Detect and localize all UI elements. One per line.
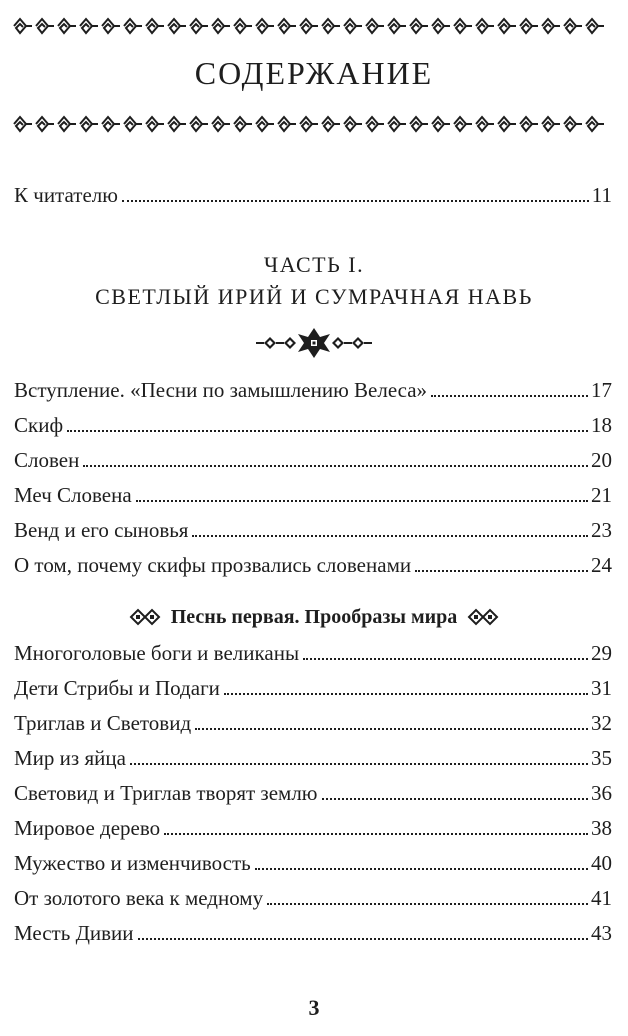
toc-entry-label: Скиф xyxy=(14,413,64,437)
part-title: СВЕТЛЫЙ ИРИЙ И СУМРАЧНАЯ НАВЬ xyxy=(95,284,533,309)
dot-leader xyxy=(164,833,588,835)
toc-entry-page: 21 xyxy=(591,483,612,507)
dot-leader xyxy=(192,535,588,537)
section-title: Песнь первая. Прообразы мира xyxy=(170,605,458,628)
dot-leader xyxy=(130,763,588,765)
toc-entry-page: 17 xyxy=(591,378,612,402)
toc-entry-page: 35 xyxy=(591,746,612,770)
toc-entry-label: О том, почему скифы прозвались словенами xyxy=(14,553,412,577)
toc-entry-page: 29 xyxy=(591,641,612,665)
toc-entry-label: Триглав и Световид xyxy=(14,711,192,735)
title-ornament-border xyxy=(12,114,616,134)
right-ornament-icon xyxy=(467,608,499,626)
dot-leader xyxy=(195,728,588,730)
toc-entry[interactable] xyxy=(14,673,612,701)
toc-entry-page: 36 xyxy=(591,781,612,805)
toc-entry[interactable] xyxy=(14,445,612,473)
toc-entry-label: Мировое дерево xyxy=(14,816,161,840)
toc-entry-page: 23 xyxy=(591,518,612,542)
dot-leader xyxy=(138,938,588,940)
toc-entry-label: Венд и его сыновья xyxy=(14,518,189,542)
toc-entry[interactable] xyxy=(14,515,612,543)
page-title: СОДЕРЖАНИЕ xyxy=(194,55,434,91)
toc-entry-page: 32 xyxy=(591,711,612,735)
toc-entry[interactable] xyxy=(14,638,612,666)
toc-entry[interactable] xyxy=(14,813,612,841)
left-ornament-icon xyxy=(129,608,161,626)
dot-leader xyxy=(431,395,588,397)
dot-leader xyxy=(122,200,589,202)
top-ornament-border xyxy=(12,16,616,36)
toc-entry-page: 38 xyxy=(591,816,612,840)
dot-leader xyxy=(322,798,589,800)
toc-entry-label: Световид и Триглав творят землю xyxy=(14,781,318,805)
toc-entry-page: 18 xyxy=(591,413,612,437)
toc-entry[interactable] xyxy=(14,883,612,911)
dot-leader xyxy=(83,465,588,467)
page-number: 3 xyxy=(308,995,320,1020)
dot-leader xyxy=(67,430,588,432)
dot-leader xyxy=(415,570,588,572)
toc-entry[interactable] xyxy=(14,708,612,736)
part-number: ЧАСТЬ I. xyxy=(263,252,365,277)
toc-entry-label: От золотого века к медному xyxy=(14,886,264,910)
toc-entry[interactable] xyxy=(14,550,612,578)
toc-entry[interactable] xyxy=(14,743,612,771)
toc-entry-page: 41 xyxy=(591,886,612,910)
toc-entry[interactable] xyxy=(14,918,612,946)
dot-leader xyxy=(255,868,588,870)
toc-entry[interactable] xyxy=(14,410,612,438)
toc-entry-page: 24 xyxy=(591,553,612,577)
toc-entry-label: Месть Дивии xyxy=(14,921,134,945)
toc-entry[interactable] xyxy=(14,848,612,876)
toc-entry-label: Дети Стрибы и Подаги xyxy=(14,676,220,700)
toc-entry-page: 43 xyxy=(591,921,612,945)
dot-leader xyxy=(267,903,588,905)
toc-entry[interactable] xyxy=(14,480,612,508)
toc-entry-label: Мир из яйца xyxy=(14,746,126,770)
toc-entry-page: 40 xyxy=(591,851,612,875)
toc-entry-label: Меч Словена xyxy=(14,483,132,507)
toc-entry-label: К читателю xyxy=(14,183,118,207)
toc-entry-label: Многоголовые боги и великаны xyxy=(14,641,300,665)
toc-entry-page: 20 xyxy=(591,448,612,472)
toc-entry-intro[interactable] xyxy=(14,180,612,208)
dot-leader xyxy=(136,500,588,502)
toc-entry-page: 11 xyxy=(591,183,612,207)
toc-entry-label: Мужество и изменчивость xyxy=(14,851,251,875)
toc-entry-label: Вступление. «Песни по замышлению Велеса» xyxy=(14,378,428,402)
part-ornament-icon xyxy=(254,326,374,360)
section-heading xyxy=(0,602,628,632)
dot-leader xyxy=(303,658,588,660)
dot-leader xyxy=(224,693,588,695)
toc-entry-label: Словен xyxy=(14,448,80,472)
toc-entry-page: 31 xyxy=(591,676,612,700)
toc-entry[interactable] xyxy=(14,778,612,806)
toc-entry[interactable] xyxy=(14,375,612,403)
